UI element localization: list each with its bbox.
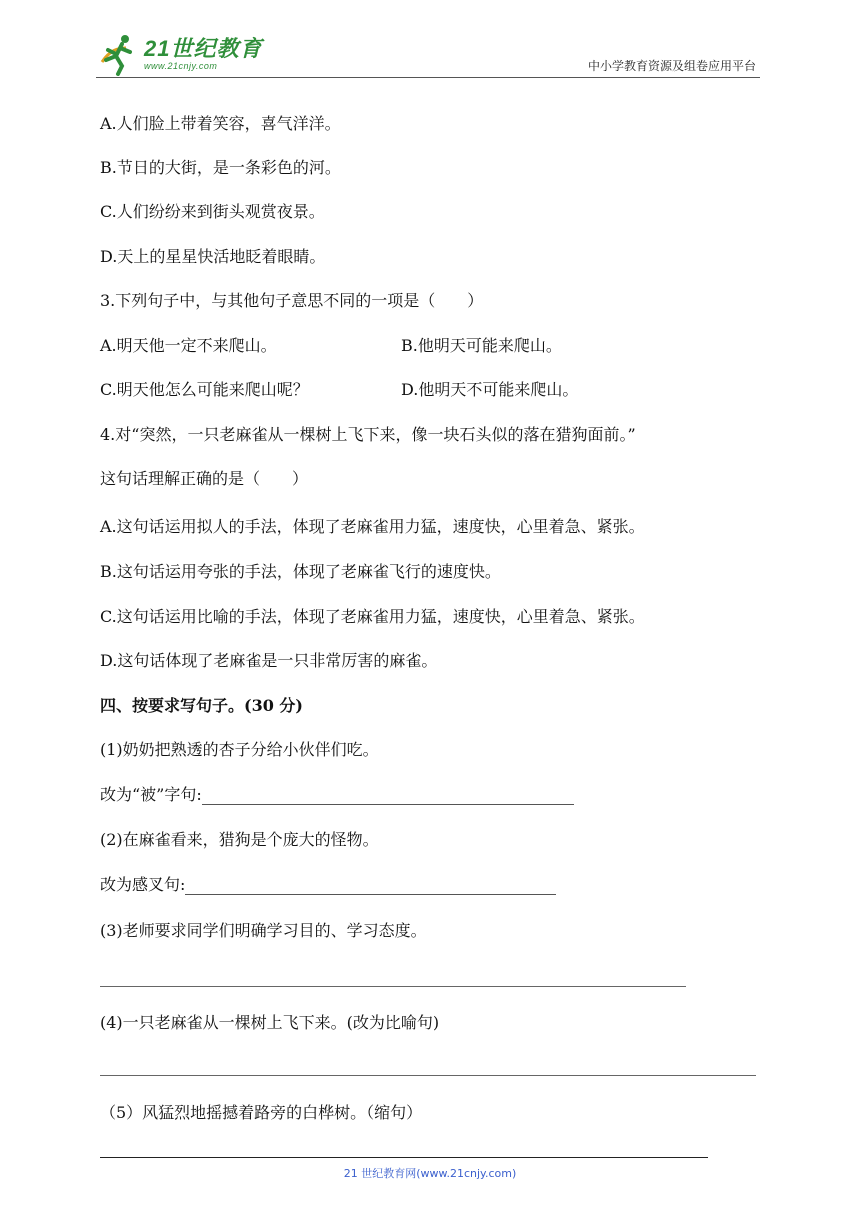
footer-text[interactable]: 21 世纪教育网(www.21cnjy.com) — [343, 1167, 517, 1180]
q4-stem-line1: 4.对“突然，一只老麻雀从一棵树上飞下来，像一块石头似的落在猎狗面前。” — [100, 425, 636, 444]
sentence-1-prompt: 改为“被”字句: — [100, 785, 202, 804]
q2-option-b: B.节日的大街，是一条彩色的河。 — [100, 158, 341, 177]
sentence-3-answer-line[interactable] — [100, 986, 686, 987]
sentence-2: (2)在麻雀看来，猎狗是个庞大的怪物。 — [100, 830, 379, 849]
footer-divider — [100, 1157, 708, 1158]
q3-option-a: A.明天他一定不来爬山。 — [100, 336, 277, 355]
sentence-1-answer-row — [100, 785, 574, 805]
q2-option-d: D.天上的星星快活地眨着眼睛。 — [100, 247, 326, 266]
logo-url: www.21cnjy.com — [144, 60, 218, 71]
q2-option-c: C.人们纷纷来到街头观赏夜景。 — [100, 202, 325, 221]
q3-option-d: D.他明天不可能来爬山。 — [401, 380, 579, 399]
sentence-4: (4)一只老麻雀从一棵树上飞下来。(改为比喻句) — [100, 1013, 440, 1032]
q2-option-a: A.人们脸上带着笑容，喜气洋洋。 — [100, 114, 341, 133]
sentence-2-prompt: 改为感叉句: — [100, 875, 186, 894]
runner-logo-icon — [96, 32, 140, 76]
sentence-2-answer-row — [100, 875, 556, 895]
sentence-5: （5）风猛烈地摇撼着路旁的白桦树。（缩句） — [100, 1103, 423, 1122]
sentence-4-answer-line[interactable] — [100, 1075, 756, 1076]
site-logo[interactable] — [96, 32, 262, 76]
q4-stem-line2: 这句话理解正确的是（ ） — [100, 469, 309, 488]
logo-text: 21世纪教育 — [144, 35, 263, 61]
section-4-title: 四、按要求写句子。(30 分) — [100, 696, 303, 715]
sentence-2-answer-blank[interactable] — [185, 880, 556, 895]
header-divider — [96, 77, 760, 78]
q4-option-a: A.这句话运用拟人的手法，体现了老麻雀用力猛，速度快，心里着急、紧张。 — [100, 517, 645, 536]
sentence-1-answer-blank[interactable] — [202, 790, 574, 805]
sentence-3: (3)老师要求同学们明确学习目的、学习态度。 — [100, 921, 427, 940]
q4-option-b: B.这句话运用夸张的手法，体现了老麻雀飞行的速度快。 — [100, 562, 501, 581]
q4-option-c: C.这句话运用比喻的手法，体现了老麻雀用力猛，速度快，心里着急、紧张。 — [100, 607, 645, 626]
q4-option-d: D.这句话体现了老麻雀是一只非常厉害的麻雀。 — [100, 651, 438, 670]
sentence-1: (1)奶奶把熟透的杏子分给小伙伴们吃。 — [100, 740, 379, 759]
q3-option-c: C.明天他怎么可能来爬山呢？ — [100, 380, 309, 399]
page-header — [96, 30, 760, 78]
q3-option-b: B.他明天可能来爬山。 — [401, 336, 562, 355]
header-slogan: 中小学教育资源及组卷应用平台 — [587, 59, 756, 73]
q3-stem: 3.下列句子中，与其他句子意思不同的一项是（ ） — [100, 291, 484, 310]
